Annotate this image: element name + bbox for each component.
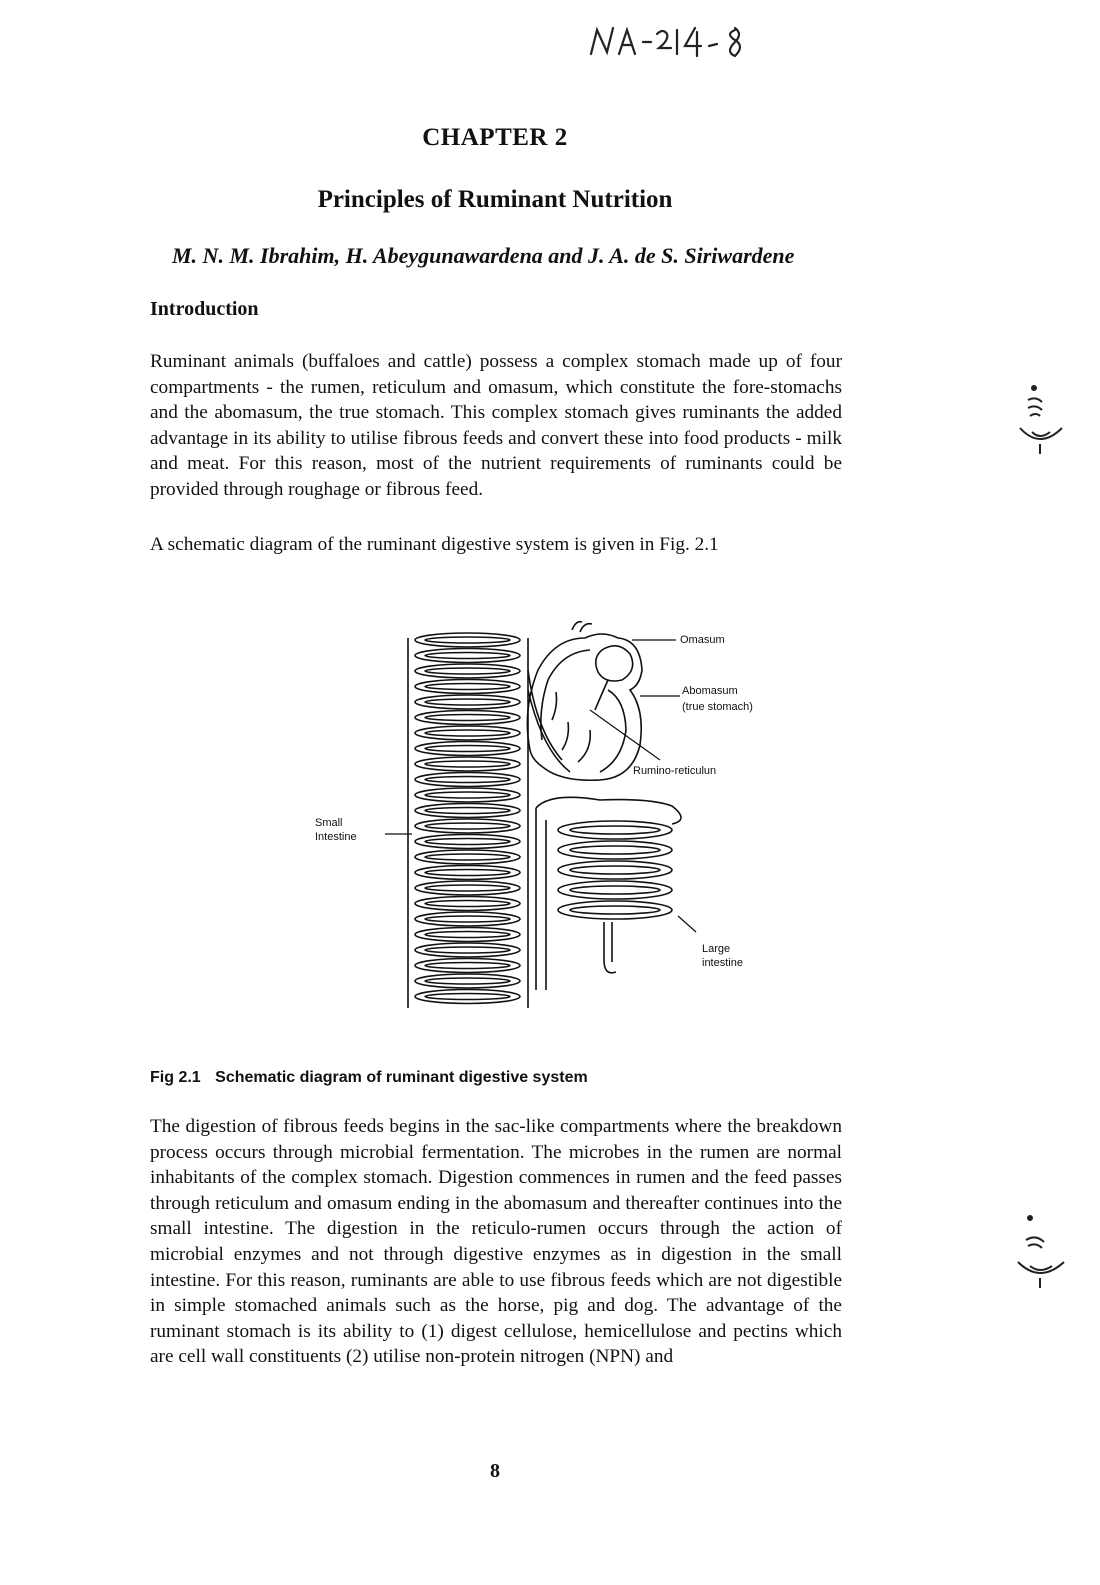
small-intestine-loop-inner <box>425 730 510 736</box>
chapter-title: Principles of Ruminant Nutrition <box>317 186 673 213</box>
small-intestine-loop-inner <box>425 761 510 767</box>
small-intestine-loop <box>415 897 520 911</box>
small-intestine-loop <box>415 711 520 725</box>
large-intestine-loop <box>558 841 672 859</box>
small-intestine-loop <box>415 695 520 709</box>
small-intestine-loop-inner <box>425 854 510 860</box>
small-intestine-loop <box>415 633 520 647</box>
small-intestine-loop <box>415 804 520 818</box>
small-intestine-loop-inner <box>425 932 510 938</box>
large-intestine-loop <box>558 821 672 839</box>
small-intestine-loop-inner <box>425 777 510 783</box>
section-heading: Introduction <box>150 298 259 320</box>
small-intestine-loop <box>415 773 520 787</box>
small-intestine-loop-inner <box>425 885 510 891</box>
large-intestine-loop <box>558 861 672 879</box>
small-intestine-loop <box>415 664 520 678</box>
small-intestine-loop-inner <box>425 901 510 907</box>
small-intestine-loop <box>415 819 520 833</box>
small-intestine-loop-inner <box>425 947 510 953</box>
large-intestine-loop <box>558 901 672 919</box>
omasum-label: Omasum <box>680 634 725 646</box>
abomasum-note-label: (true stomach) <box>682 701 753 713</box>
large-intestine-loop-inner <box>570 846 660 854</box>
figure-caption-text: Schematic diagram of ruminant digestive system <box>215 1069 588 1086</box>
small-intestine-loop <box>415 974 520 988</box>
rectum <box>604 922 616 973</box>
small-intestine-loop <box>415 757 520 771</box>
small-intestine-loop <box>415 726 520 740</box>
large-intestine-loop-inner <box>570 906 660 914</box>
digestive-system-diagram <box>300 610 790 1010</box>
large-intestine-loop-inner <box>570 866 660 874</box>
small-intestine-loop-inner <box>425 963 510 969</box>
small-intestine-loop-inner <box>425 684 510 690</box>
duodenum <box>528 670 570 772</box>
large-intestine-loop <box>558 881 672 899</box>
figure-caption <box>150 1069 588 1087</box>
large-intestine-label-1: Large <box>702 943 731 955</box>
small-intestine-loop-inner <box>425 916 510 922</box>
paragraph-intro: Ruminant animals (buffaloes and cattle) possess a complex stomach made up of four compartments - the rumen, reticulum and omasum, which constitute the fore-stomachs and the abomasum, the true stomach. This complex stomach gives ruminants the added advantage in its ability to utilise fibrous feeds and convert these into food products - milk and meat. For this reason, most of the nutrient requirements of ruminants could be provided through roughage or fibrous feed. <box>150 351 842 500</box>
small-intestine-loop-inner <box>425 823 510 829</box>
figure-caption-number: Fig 2.1 <box>150 1069 201 1086</box>
page-number: 8 <box>490 1460 500 1482</box>
binding-hole-mark <box>1010 380 1070 460</box>
small-intestine-loop <box>415 866 520 880</box>
small-intestine-loop <box>415 835 520 849</box>
binding-hole-mark <box>1010 1210 1070 1290</box>
large-intestine-drawing <box>536 797 681 990</box>
paragraph-figure-ref: A schematic diagram of the ruminant digestive system is given in Fig. 2.1 <box>150 534 719 555</box>
small-intestine-loop-inner <box>425 792 510 798</box>
rumino-reticulum-label: Rumino-reticulun <box>633 765 717 777</box>
small-intestine-loop <box>415 742 520 756</box>
abomasum-label: Abomasum <box>682 685 738 697</box>
small-intestine-loop-inner <box>425 978 510 984</box>
authors: M. N. M. Ibrahim, H. Abeygunawardena and J. A. de S. Siriwardene <box>172 243 795 268</box>
small-intestine-loop-inner <box>425 870 510 876</box>
small-intestine-loop-inner <box>425 746 510 752</box>
small-intestine-loop-inner <box>425 994 510 1000</box>
small-intestine-loop <box>415 788 520 802</box>
small-intestine-loop <box>415 850 520 864</box>
small-intestine-loop-inner <box>425 715 510 721</box>
small-intestine-label-1: Small <box>315 817 343 829</box>
large-intestine-leader-line <box>678 916 696 932</box>
small-intestine-loop-inner <box>425 839 510 845</box>
small-intestine-label-2: Intestine <box>315 831 357 843</box>
small-intestine-loop-inner <box>425 637 510 643</box>
paragraph-digestion: The digestion of fibrous feeds begins in the sac-like compartments where the breakdown process occurs through microbial fermentation. The microbes in the rumen are normal inhabitants of the complex stomach. Digestion commences in rumen and the feed passes through reticulum and omasum ending in the abomasum and thereafter continues into the small intestine. The digestion in the reticulo-rumen occurs through the action of microbial enzymes and not through digestive enzymes as in digestion in the small intestine. For this reason, ruminants are able to use fibrous feeds which are not digestible in simple stomached animals such as the horse, pig and dog. The advantage of the ruminant stomach is its ability to (1) digest cellulose, hemicellulose and pectins which are cell wall constituents (2) utilise non-protein nitrogen (NPN) and <box>150 1116 842 1368</box>
large-intestine-loop-inner <box>570 826 660 834</box>
small-intestine-loop <box>415 881 520 895</box>
small-intestine-loop-inner <box>425 653 510 659</box>
large-intestine-loop-inner <box>570 886 660 894</box>
small-intestine-loop <box>415 959 520 973</box>
small-intestine-loop-inner <box>425 699 510 705</box>
small-intestine-loop <box>415 649 520 663</box>
colon-descending <box>536 808 546 990</box>
small-intestine-loop <box>415 912 520 926</box>
small-intestine-loop <box>415 680 520 694</box>
chapter-heading: CHAPTER 2 <box>422 124 568 151</box>
stomach-drawing <box>527 622 642 781</box>
small-intestine-loop <box>415 943 520 957</box>
small-intestine-loop-inner <box>425 668 510 674</box>
handwritten-note <box>585 12 785 67</box>
large-intestine-label-2: intestine <box>702 957 743 969</box>
caecum <box>536 797 681 824</box>
small-intestine-loop <box>415 928 520 942</box>
small-intestine-loop <box>415 990 520 1004</box>
small-intestine-loop-inner <box>425 808 510 814</box>
